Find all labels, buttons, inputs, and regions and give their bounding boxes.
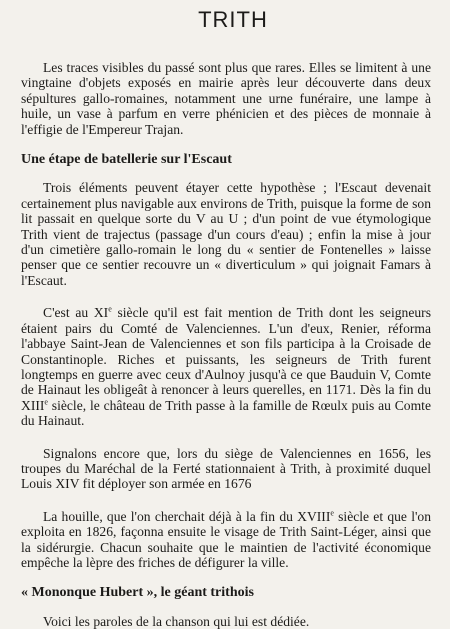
paragraph-siege: Signalons encore que, lors du siège de Valenciennes en 1656, les troupes du Maréchal de la Ferté stationnaient à Trith, à proximité duquel Louis XIV fit déployer son armée en 1676: [21, 445, 431, 492]
section-heading-geant: « Mononque Hubert », le géant trithois: [21, 585, 254, 601]
paragraph-hypothese: Trois éléments peuvent étayer cette hypothèse ; l'Escaut devenait certainement plus navigable aux environs de Trith, puisque la forme de son lit passait en quelque sorte du V au U ; d'un point de vue étymologique Trith vient de trajectus (passage d'un cours d'eau) ; enfin la mise à jour d'un cimetière gallo-romain le long du « sentier de Fontenelles » laisse penser que ce sentier recouvre un « diverticulum » qui joignait Famars à l'Escaut.: [21, 180, 431, 288]
text-run: siècle, le château de Trith passe à la famille de Rœulx puis au Comte du Hainaut.: [21, 397, 431, 429]
superscript: e: [330, 508, 334, 518]
superscript: e: [108, 304, 112, 314]
text-run: La houille, que l'on cherchait déjà à la fin du XVIII: [43, 508, 331, 524]
paragraph-seigneurs: [21, 305, 431, 428]
paragraph-intro: Les traces visibles du passé sont plus que rares. Elles se limitent à une vingtaine d'objets exposés en mairie après leur découverte dans deux sépultures gallo-romaines, notamment une urne funéraire, une lampe à huile, un vase à parfum en verre phénicien et des pièces de monnaie à l'effigie de l'Empereur Trajan.: [21, 60, 431, 137]
document-page: [21, 8, 431, 629]
paragraph-chanson: Voici les paroles de la chanson qui lui est dédiée.: [43, 613, 310, 629]
section-heading-batellerie: Une étape de batellerie sur l'Escaut: [21, 152, 232, 168]
superscript: e: [44, 397, 48, 407]
text-run: C'est au XI: [43, 305, 109, 321]
text-run: siècle qu'il est fait mention de Trith dont les seigneurs étaient pairs du Comté de Valenciennes. L'un d'eux, Renier, réforma l'abbaye Saint-Jean de Valenciennes et son fils participa à la Croisade de Constantinople. Riches et puissants, les seigneurs de Trith furent longtemps en guerre avec ceux d'Aulnoy jusqu'à ce que Bauduin V, Comte de Hainaut les obligeât à renoncer à leurs querelles, en 1171. Dès la fin du XIII: [21, 305, 431, 413]
paragraph-houille: [21, 509, 431, 571]
page-title: TRITH: [198, 7, 268, 32]
text-run: siècle et que l'on exploita en 1826, façonna ensuite le visage de Trith Saint-Léger, ainsi que la sidérurgie. Chacun souhaite que le maintien de l'activité économique empêche la lèpre des friches de défigurer la ville.: [21, 508, 432, 570]
